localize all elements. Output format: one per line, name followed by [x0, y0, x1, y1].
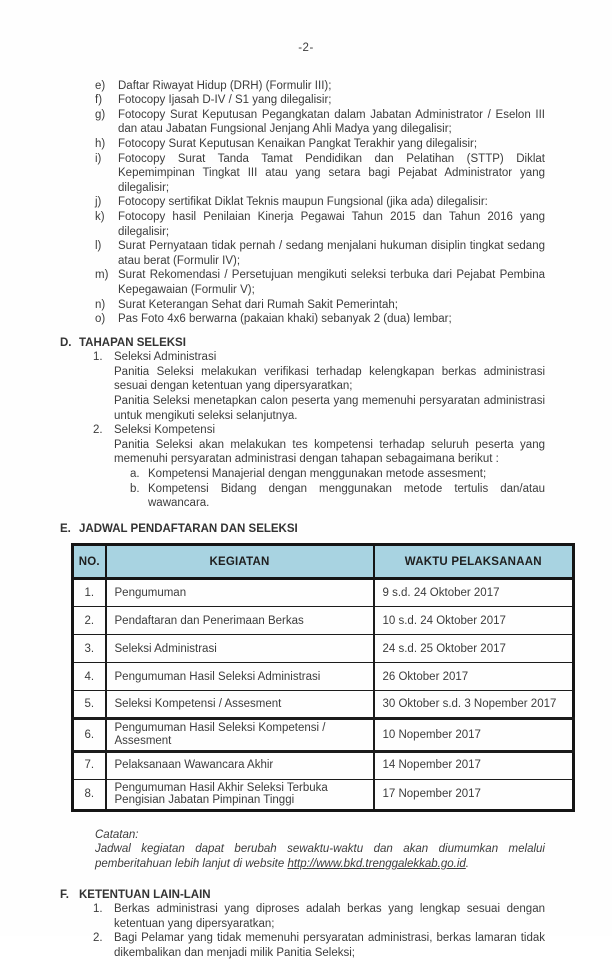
item-text: Bagi Pelamar yang tidak memenuhi persyaratan administrasi, berkas lamaran tidak dikembalikan dan menjadi milik Panitia Seleksi; — [114, 932, 545, 959]
list-item-text: Surat Rekomendasi / Persetujuan mengikuti seleksi terbuka dari Pejabat Pembina Kepegawaian (Formulir V); — [118, 269, 545, 296]
cell-kegiatan: Pengumuman Hasil Seleksi Administrasi — [106, 663, 374, 691]
table-row — [73, 751, 574, 779]
paragraph: Panitia Seleksi akan melakukan tes kompetensi terhadap seluruh peserta yang memenuhi persyaratan administrasi dengan tahapan sebagaimana berikut : — [114, 438, 545, 466]
table-row — [73, 607, 574, 635]
section-title: TAHAPAN SELEKSI — [79, 336, 186, 349]
table-row — [73, 579, 574, 607]
list-item-text: Fotocopy Surat Keputusan Pegangkatan dalam Jabatan Administrator / Eselon III dan atau Jabatan Fungsional Jenjang Ahli Madya yang dilegalisir; — [118, 108, 545, 136]
list-item-text: Surat Pernyataan tidak pernah / sedang menjalani hukuman disiplin tingkat sedang atau berat (Formulir IV); — [118, 240, 545, 267]
item-text: Berkas administrasi yang diproses adalah berkas yang lengkap sesuai dengan ketentuan yang dipersyaratkan; — [114, 903, 545, 930]
cell-waktu: 10 Nopember 2017 — [374, 719, 574, 751]
cell-kegiatan: Seleksi Kompetensi / Assesment — [106, 691, 374, 719]
cell-kegiatan: Pelaksanaan Wawancara Akhir — [106, 751, 374, 779]
item-number: 1. — [93, 351, 103, 364]
list-item — [95, 210, 545, 239]
cell-waktu: 26 Oktober 2017 — [374, 663, 574, 691]
table-row — [73, 719, 574, 751]
list-item — [95, 79, 545, 94]
list-item-letter: i) — [95, 152, 102, 165]
item-number: 1. — [93, 903, 103, 916]
item-number: 2. — [93, 424, 103, 437]
list-item-letter: m) — [95, 269, 109, 282]
section-heading — [60, 522, 612, 537]
cell-waktu: 9 s.d. 24 Oktober 2017 — [374, 579, 574, 607]
list-item-text: Surat Keterangan Sehat dari Rumah Sakit Pemerintah; — [118, 298, 398, 311]
cell-no: 3. — [73, 635, 106, 663]
list-item — [95, 152, 545, 196]
paragraph: Panitia Seleksi menetapkan calon peserta yang memenuhi persyaratan administrasi untuk mengikuti seleksi selanjutnya. — [114, 395, 545, 422]
list-item-letter: g) — [95, 108, 106, 121]
table-row — [73, 663, 574, 691]
section-heading — [60, 888, 612, 903]
numbered-item — [93, 423, 545, 438]
paragraph: Panitia Seleksi melakukan verifikasi terhadap kelengkapan berkas administrasi sesuai dengan ketentuan yang dipersyaratkan; — [114, 365, 545, 393]
section-letter: E. — [60, 522, 71, 535]
list-item-letter: h) — [95, 137, 106, 150]
list-item-letter: n) — [95, 298, 106, 311]
sub-item — [130, 467, 545, 482]
website-link[interactable]: http://www.bkd.trenggalekkab.go.id — [287, 857, 466, 870]
numbered-item — [93, 902, 545, 931]
item-title: Seleksi Administrasi — [114, 351, 217, 364]
cell-kegiatan: Pengumuman Hasil Akhir Seleksi Terbuka Pengisian Jabatan Pimpinan Tinggi — [106, 779, 374, 810]
section-tahapan-seleksi — [0, 336, 612, 511]
section-letter: D. — [60, 336, 72, 349]
list-item-text: Fotocopy hasil Penilaian Kinerja Pegawai Tahun 2015 dan Tahun 2016 yang dilegalisir; — [118, 210, 545, 238]
table-row — [73, 635, 574, 663]
list-item-letter: l) — [95, 240, 102, 253]
cell-waktu: 24 s.d. 25 Oktober 2017 — [374, 635, 574, 663]
list-item-letter: o) — [95, 313, 106, 326]
sub-item-text: Kompetensi Bidang dengan menggunakan metode tertulis dan/atau wawancara. — [148, 482, 545, 510]
numbered-item — [93, 350, 545, 365]
list-item — [95, 195, 545, 210]
note-block — [95, 828, 545, 872]
cell-kegiatan: Pengumuman Hasil Seleksi Kompetensi / Assesment — [106, 719, 374, 751]
note-label: Catatan: — [95, 828, 139, 841]
numbered-item — [93, 931, 545, 960]
list-item-text: Fotocopy Surat Keputusan Kenaikan Pangkat Terakhir yang dilegalisir; — [118, 137, 478, 150]
section-title: KETENTUAN LAIN-LAIN — [79, 888, 211, 901]
section-heading — [60, 336, 612, 351]
sub-item — [130, 482, 545, 511]
cell-no: 8. — [73, 779, 106, 810]
cell-no: 2. — [73, 607, 106, 635]
section-title: JADWAL PENDAFTARAN DAN SELEKSI — [79, 522, 298, 535]
schedule-table — [71, 543, 575, 811]
note-text-before-link: Jadwal kegiatan dapat berubah sewaktu-waktu dan akan diumumkan melalui pemberitahuan lebih lanjut di website — [95, 843, 545, 870]
column-header-kegiatan: KEGIATAN — [106, 545, 374, 579]
cell-waktu: 14 Nopember 2017 — [374, 751, 574, 779]
list-item — [95, 239, 545, 268]
cell-no: 4. — [73, 663, 106, 691]
list-item-letter: j) — [95, 196, 102, 209]
table-header-row — [73, 545, 574, 579]
table-row — [73, 779, 574, 810]
requirements-list — [95, 79, 545, 327]
list-item-text: Fotocopy sertifikat Diklat Teknis maupun Fungsional (jika ada) dilegalisir: — [118, 196, 488, 209]
note-text-after-link: . — [465, 857, 469, 870]
list-item — [95, 93, 545, 108]
sub-item-text: Kompetensi Manajerial dengan menggunakan metode assesment; — [148, 468, 487, 481]
list-item-text: Fotocopy Ijasah D-IV / S1 yang dilegalisir; — [118, 94, 332, 107]
list-item — [95, 108, 545, 137]
page-number: -2- — [298, 42, 314, 54]
list-item — [95, 268, 545, 297]
column-header-waktu: WAKTU PELAKSANAAN — [374, 545, 574, 579]
section-jadwal — [0, 522, 612, 812]
cell-no: 5. — [73, 691, 106, 719]
cell-kegiatan: Pendaftaran dan Penerimaan Berkas — [106, 607, 374, 635]
list-item — [95, 137, 545, 152]
list-item-letter: k) — [95, 210, 105, 223]
cell-kegiatan: Seleksi Administrasi — [106, 635, 374, 663]
list-item-text: Pas Foto 4x6 berwarna (pakaian khaki) sebanyak 2 (dua) lembar; — [118, 313, 452, 326]
list-item — [95, 312, 545, 327]
sub-item-letter: a. — [130, 468, 140, 481]
cell-kegiatan: Pengumuman — [106, 579, 374, 607]
cell-no: 7. — [73, 751, 106, 779]
column-header-no: NO. — [73, 545, 106, 579]
list-item-letter: f) — [95, 94, 103, 107]
cell-waktu: 10 s.d. 24 Oktober 2017 — [374, 607, 574, 635]
item-title: Seleksi Kompetensi — [114, 424, 215, 437]
note-text — [95, 842, 545, 871]
list-item-text: Daftar Riwayat Hidup (DRH) (Formulir III); — [118, 79, 332, 92]
cell-no: 1. — [73, 579, 106, 607]
list-item — [95, 298, 545, 313]
cell-waktu: 17 Nopember 2017 — [374, 779, 574, 810]
item-number: 2. — [93, 932, 103, 945]
cell-waktu: 30 Oktober s.d. 3 Nopember 2017 — [374, 691, 574, 719]
table-row — [73, 691, 574, 719]
section-letter: F. — [60, 888, 69, 901]
section-ketentuan-lain — [0, 888, 612, 961]
cell-no: 6. — [73, 719, 106, 751]
list-item-text: Fotocopy Surat Tanda Tamat Pendidikan dan Pelatihan (STTP) Diklat Kepemimpinan Tingkat III atau yang setara bagi Pejabat Administrator yang dilegalisir; — [118, 152, 545, 194]
list-item-letter: e) — [95, 79, 106, 92]
sub-item-letter: b. — [130, 482, 140, 495]
